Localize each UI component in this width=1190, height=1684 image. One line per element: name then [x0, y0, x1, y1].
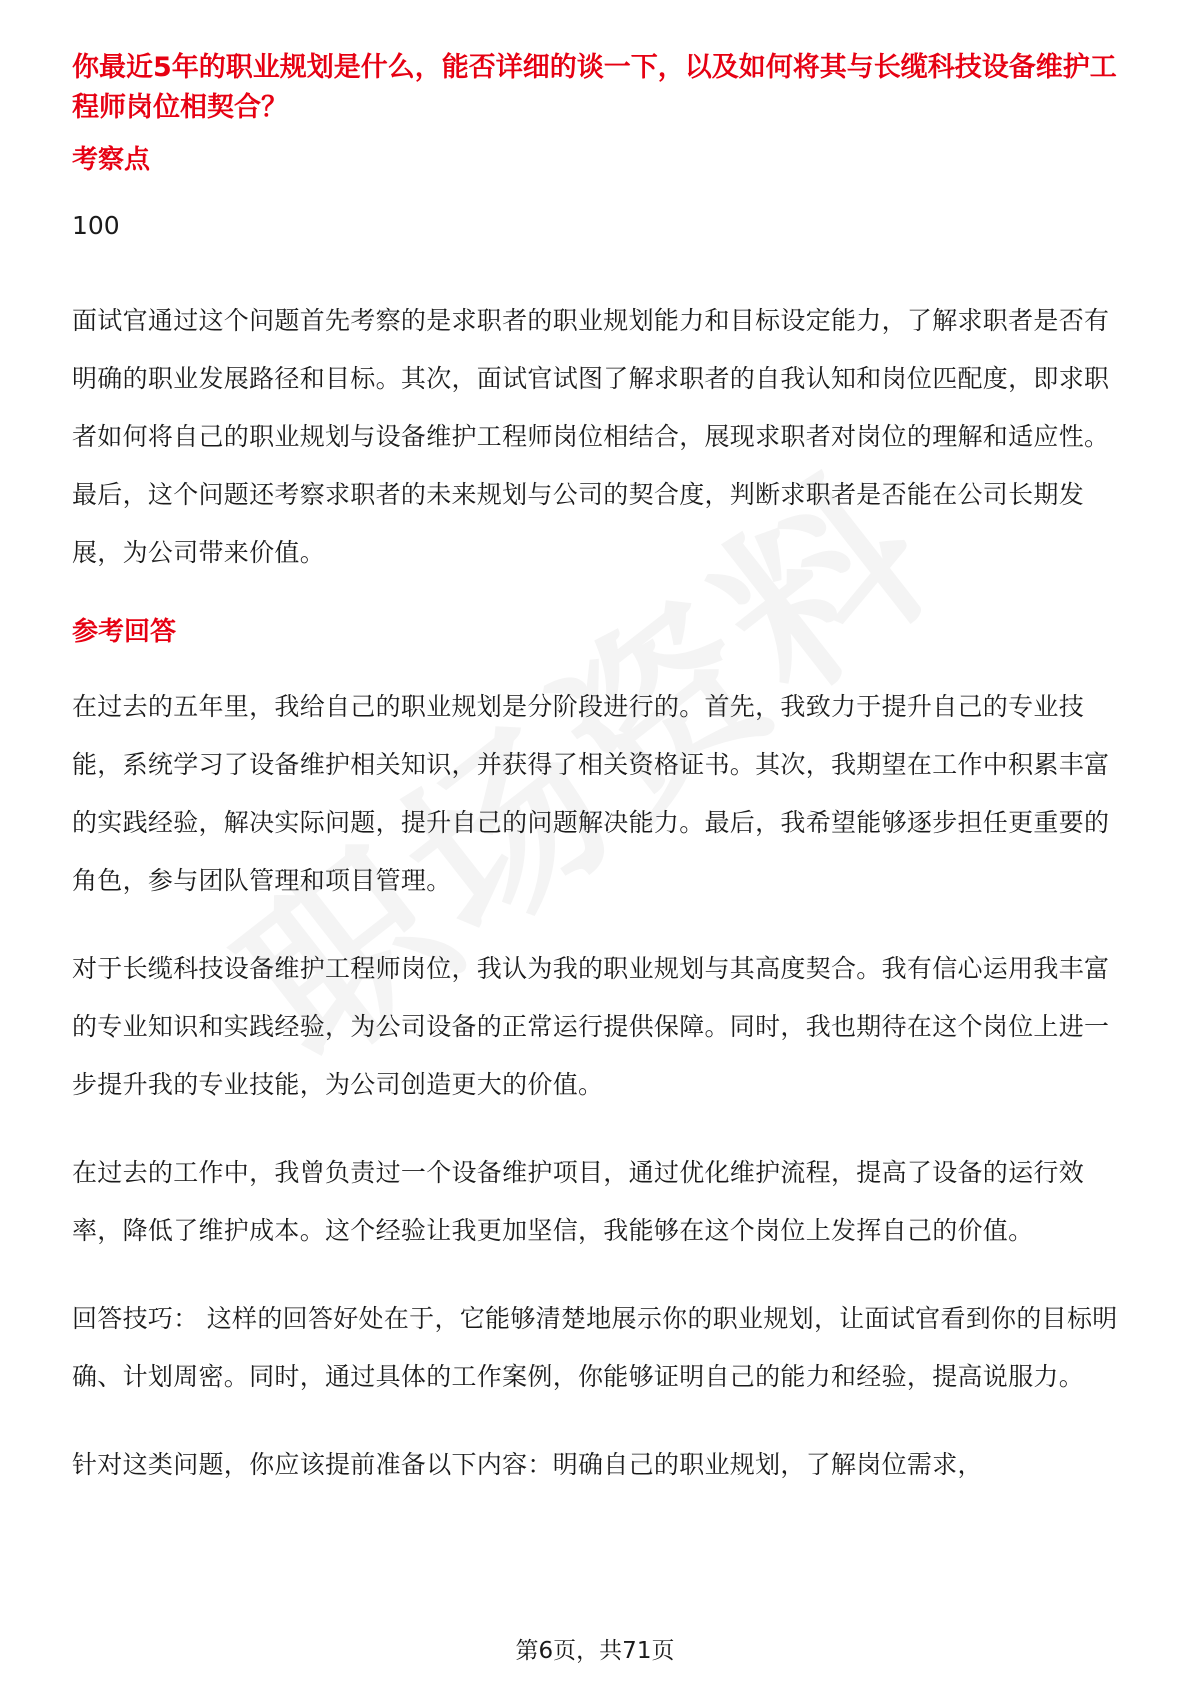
- assessment-heading: 考察点: [72, 145, 151, 175]
- answer-heading: 参考回答: [72, 617, 177, 647]
- answer-tips-paragraph: 回答技巧： 这样的回答好处在于，它能够清楚地展示你的职业规划，让面试官看到你的目标明确、计划周密。同时，通过具体的工作案例，你能够证明自己的能力和经验，提高说服力。: [72, 1304, 1118, 1391]
- answer-paragraph-1: 在过去的五年里，我给自己的职业规划是分阶段进行的。首先，我致力于提升自己的专业技能，系统学习了设备维护相关知识，并获得了相关资格证书。其次，我期望在工作中积累丰富的实践经验，解决实际问题，提升自己的问题解决能力。最后，我希望能够逐步担任更重要的角色，参与团队管理和项目管理。: [72, 692, 1110, 895]
- question-title: 你最近5年的职业规划是什么，能否详细的谈一下，以及如何将其与长缆科技设备维护工程师岗位相契合？: [72, 52, 1117, 123]
- page-number: 第6页，共71页: [515, 1638, 675, 1664]
- answer-preparation-paragraph: 针对这类问题，你应该提前准备以下内容：明确自己的职业规划，了解岗位需求，: [72, 1450, 983, 1479]
- assessment-paragraph: 面试官通过这个问题首先考察的是求职者的职业规划能力和目标设定能力，了解求职者是否有明确的职业发展路径和目标。其次，面试官试图了解求职者的自我认知和岗位匹配度，即求职者如何将自己的职业规划与设备维护工程师岗位相结合，展现求职者对岗位的理解和适应性。最后，这个问题还考察求职者的未来规划与公司的契合度，判断求职者是否能在公司长期发展，为公司带来价值。: [72, 306, 1110, 567]
- answer-paragraph-2: 对于长缆科技设备维护工程师岗位，我认为我的职业规划与其高度契合。我有信心运用我丰富的专业知识和实践经验，为公司设备的正常运行提供保障。同时，我也期待在这个岗位上进一步提升我的专业技能，为公司创造更大的价值。: [72, 954, 1110, 1099]
- answer-paragraph-3: 在过去的工作中，我曾负责过一个设备维护项目，通过优化维护流程，提高了设备的运行效率，降低了维护成本。这个经验让我更加坚信，我能够在这个岗位上发挥自己的价值。: [72, 1158, 1085, 1245]
- assessment-score: 100: [72, 211, 120, 240]
- document-page: [72, 48, 1122, 1516]
